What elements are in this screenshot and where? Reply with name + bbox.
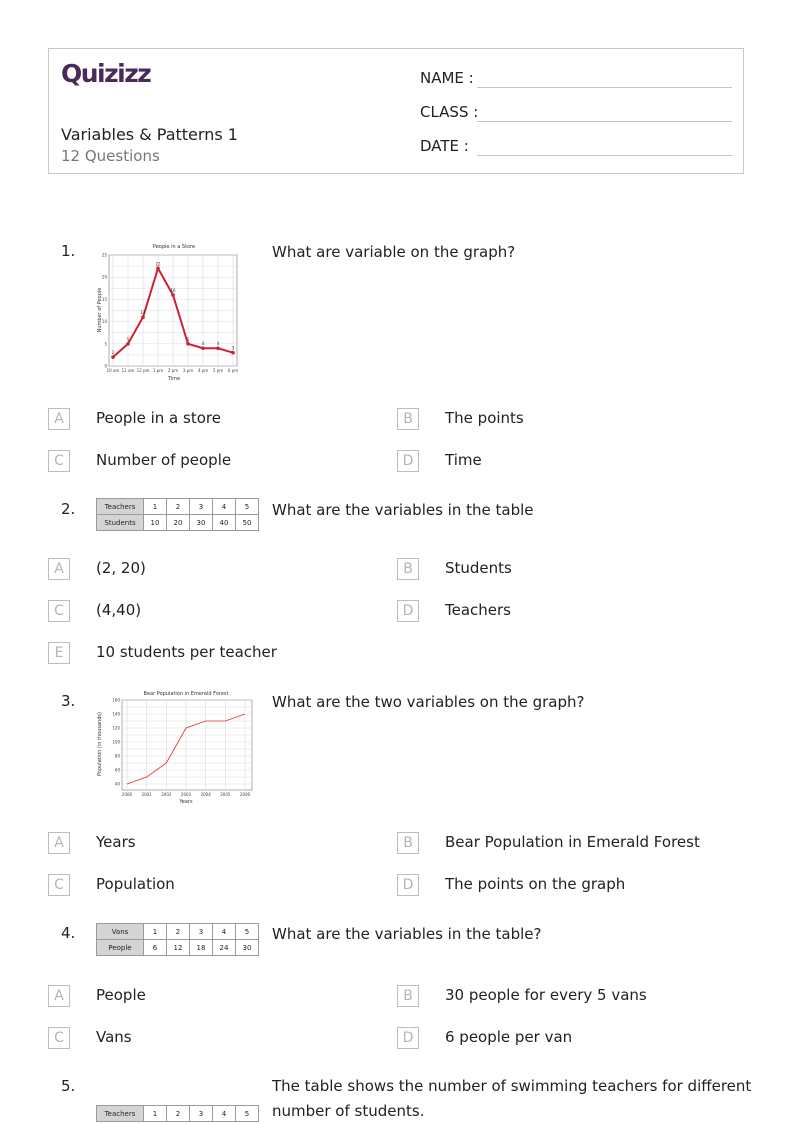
data-point <box>141 315 145 319</box>
table-cell: 2 <box>167 924 190 940</box>
option-c-box[interactable]: C <box>48 600 70 622</box>
table-cell: 1 <box>144 1106 167 1122</box>
y-tick-label: 15 <box>101 296 107 302</box>
x-tick-label: 2 pm <box>167 368 179 373</box>
option-c-box[interactable]: C <box>48 450 70 472</box>
data-point <box>171 293 175 297</box>
table-header-cell: Teachers <box>97 1106 144 1122</box>
option-a-text[interactable]: People in a store <box>96 409 221 427</box>
option-d-text[interactable]: Time <box>445 451 482 469</box>
data-label: 16 <box>170 287 176 293</box>
question-text: The table shows the number of swimming teachers for different number of students. <box>272 1077 752 1120</box>
option-d-text[interactable]: Teachers <box>445 601 511 619</box>
y-tick-label: 120 <box>112 725 120 731</box>
table-cell: 6 <box>144 940 167 956</box>
table-header-cell: Teachers <box>97 499 144 515</box>
data-point <box>156 267 160 271</box>
option-a-box[interactable]: A <box>48 832 70 854</box>
option-e-text[interactable]: 10 students per teacher <box>96 643 277 661</box>
option-d-box[interactable]: D <box>397 600 419 622</box>
x-tick-label: 4 pm <box>197 368 209 373</box>
table-cell: 5 <box>236 1106 259 1122</box>
worksheet-title: Variables & Patterns 1 <box>61 125 238 144</box>
table-cell: 30 <box>190 515 213 531</box>
table-cell: 10 <box>144 515 167 531</box>
x-tick-label: 2006 <box>239 792 251 797</box>
option-b-box[interactable]: B <box>397 408 419 430</box>
option-b-text[interactable]: The points <box>445 409 524 427</box>
y-tick-label: 25 <box>101 252 107 258</box>
table-cell: 3 <box>190 924 213 940</box>
y-tick-label: 140 <box>112 711 120 717</box>
question-number: 2. <box>61 500 76 518</box>
table-row <box>97 499 259 515</box>
plot-frame <box>122 700 252 790</box>
option-c-text[interactable]: (4,40) <box>96 601 142 619</box>
data-label: 5 <box>186 336 190 342</box>
option-a-box[interactable]: A <box>48 408 70 430</box>
class-line[interactable] <box>477 121 732 122</box>
table-cell: 30 <box>236 940 259 956</box>
x-tick-label: 2003 <box>180 792 192 797</box>
table-cell: 3 <box>190 499 213 515</box>
teachers-table <box>96 1105 259 1122</box>
bear-population-chart <box>96 688 258 806</box>
option-b-text[interactable]: Bear Population in Emerald Forest <box>445 833 700 851</box>
table-cell: 5 <box>236 924 259 940</box>
name-line[interactable] <box>477 87 732 88</box>
question-text: What are variable on the graph? <box>272 243 516 261</box>
option-b-text[interactable]: Students <box>445 559 512 577</box>
table-row <box>97 1106 259 1122</box>
option-b-text[interactable]: 30 people for every 5 vans <box>445 986 647 1004</box>
x-tick-label: 6 pm <box>227 368 239 373</box>
data-label: 3 <box>231 345 235 351</box>
question-number: 1. <box>61 242 76 260</box>
option-c-box[interactable]: C <box>48 1027 70 1049</box>
data-label: 11 <box>140 310 146 316</box>
option-c-text[interactable]: Population <box>96 875 175 893</box>
date-field[interactable] <box>420 137 469 155</box>
option-b-box[interactable]: B <box>397 832 419 854</box>
table-header-cell: Vans <box>97 924 144 940</box>
chart-title: People in a Store <box>152 244 196 250</box>
option-d-box[interactable]: D <box>397 874 419 896</box>
y-tick-label: 5 <box>104 341 107 347</box>
y-tick-label: 100 <box>112 739 120 745</box>
table-row <box>97 924 259 940</box>
name-label: NAME : <box>420 69 474 87</box>
data-point <box>126 342 130 346</box>
data-point <box>186 342 190 346</box>
people-in-store-chart <box>96 240 256 385</box>
option-b-box[interactable]: B <box>397 985 419 1007</box>
table-cell: 4 <box>213 924 236 940</box>
table-header-cell: Students <box>97 515 144 531</box>
x-tick-label: 2005 <box>220 792 231 797</box>
question-text: What are the variables in the table <box>272 501 534 519</box>
table-cell: 3 <box>190 1106 213 1122</box>
table-cell: 4 <box>213 1106 236 1122</box>
brand-text: Quizizz <box>61 59 151 87</box>
chart-title: Bear Population in Emerald Forest <box>143 691 229 697</box>
data-point <box>111 355 115 359</box>
table-cell: 40 <box>213 515 236 531</box>
data-label: 2 <box>111 350 115 356</box>
table-cell: 50 <box>236 515 259 531</box>
option-a-text[interactable]: Years <box>96 833 136 851</box>
x-tick-label: 2001 <box>141 792 152 797</box>
date-line[interactable] <box>477 155 732 156</box>
table-cell: 5 <box>236 499 259 515</box>
y-axis-label: Number of People <box>97 287 103 333</box>
y-tick-label: 160 <box>112 697 120 703</box>
y-tick-label: 0 <box>104 363 107 369</box>
worksheet-header <box>48 48 744 174</box>
data-label: 4 <box>201 341 205 347</box>
question-number: 3. <box>61 692 76 710</box>
data-label: 22 <box>155 261 161 267</box>
vans-people-table <box>96 923 259 956</box>
data-point <box>216 346 220 350</box>
y-tick-label: 80 <box>114 753 120 759</box>
table-cell: 1 <box>144 924 167 940</box>
option-d-text[interactable]: 6 people per van <box>445 1028 573 1046</box>
data-label: 4 <box>216 341 220 347</box>
question-number: 5. <box>61 1077 76 1095</box>
x-tick-label: 2000 <box>121 792 133 797</box>
y-tick-label: 20 <box>101 274 107 280</box>
data-point <box>231 351 235 355</box>
name-field[interactable] <box>420 69 474 87</box>
question-text: What are the variables in the table? <box>272 925 542 943</box>
option-d-box[interactable]: D <box>397 1027 419 1049</box>
option-d-box[interactable]: D <box>397 450 419 472</box>
table-cell: 20 <box>167 515 190 531</box>
table-cell: 4 <box>213 499 236 515</box>
option-c-box[interactable]: C <box>48 874 70 896</box>
quizizz-logo <box>61 59 153 91</box>
date-label: DATE : <box>420 137 469 155</box>
x-tick-label: 10 am <box>106 368 120 373</box>
x-tick-label: 2004 <box>200 792 211 797</box>
teachers-students-table <box>96 498 259 531</box>
y-tick-label: 40 <box>114 781 120 787</box>
table-cell: 18 <box>190 940 213 956</box>
x-axis-label: Time <box>167 376 181 382</box>
data-label: 5 <box>126 336 130 342</box>
option-b-box[interactable]: B <box>397 558 419 580</box>
question-text: What are the two variables on the graph? <box>272 693 585 711</box>
x-axis-label: Years <box>179 799 193 805</box>
option-a-text[interactable]: People <box>96 986 146 1004</box>
table-header-cell: People <box>97 940 144 956</box>
option-a-box[interactable]: A <box>48 985 70 1007</box>
question-count: 12 Questions <box>61 147 160 165</box>
x-tick-label: 12 pm <box>136 368 150 373</box>
option-c-text[interactable]: Vans <box>96 1028 132 1046</box>
class-field[interactable] <box>420 103 478 121</box>
table-row <box>97 515 259 531</box>
option-a-box[interactable]: A <box>48 558 70 580</box>
x-tick-label: 3 pm <box>182 368 194 373</box>
data-point <box>201 346 205 350</box>
question-number: 4. <box>61 924 76 942</box>
table-cell: 2 <box>167 1106 190 1122</box>
y-tick-label: 10 <box>101 319 107 325</box>
option-a-text[interactable]: (2, 20) <box>96 559 146 577</box>
option-c-text[interactable]: Number of people <box>96 451 232 469</box>
y-tick-label: 60 <box>114 767 120 773</box>
x-tick-label: 11 am <box>121 368 135 373</box>
table-cell: 24 <box>213 940 236 956</box>
table-cell: 12 <box>167 940 190 956</box>
table-cell: 2 <box>167 499 190 515</box>
class-label: CLASS : <box>420 103 479 121</box>
table-cell: 1 <box>144 499 167 515</box>
option-e-box[interactable]: E <box>48 642 70 664</box>
y-axis-label: Population (in thousands) <box>97 712 103 776</box>
option-d-text[interactable]: The points on the graph <box>445 875 626 893</box>
x-tick-label: 2002 <box>161 792 172 797</box>
table-row <box>97 940 259 956</box>
x-tick-label: 5 pm <box>212 368 224 373</box>
x-tick-label: 1 pm <box>152 368 164 373</box>
